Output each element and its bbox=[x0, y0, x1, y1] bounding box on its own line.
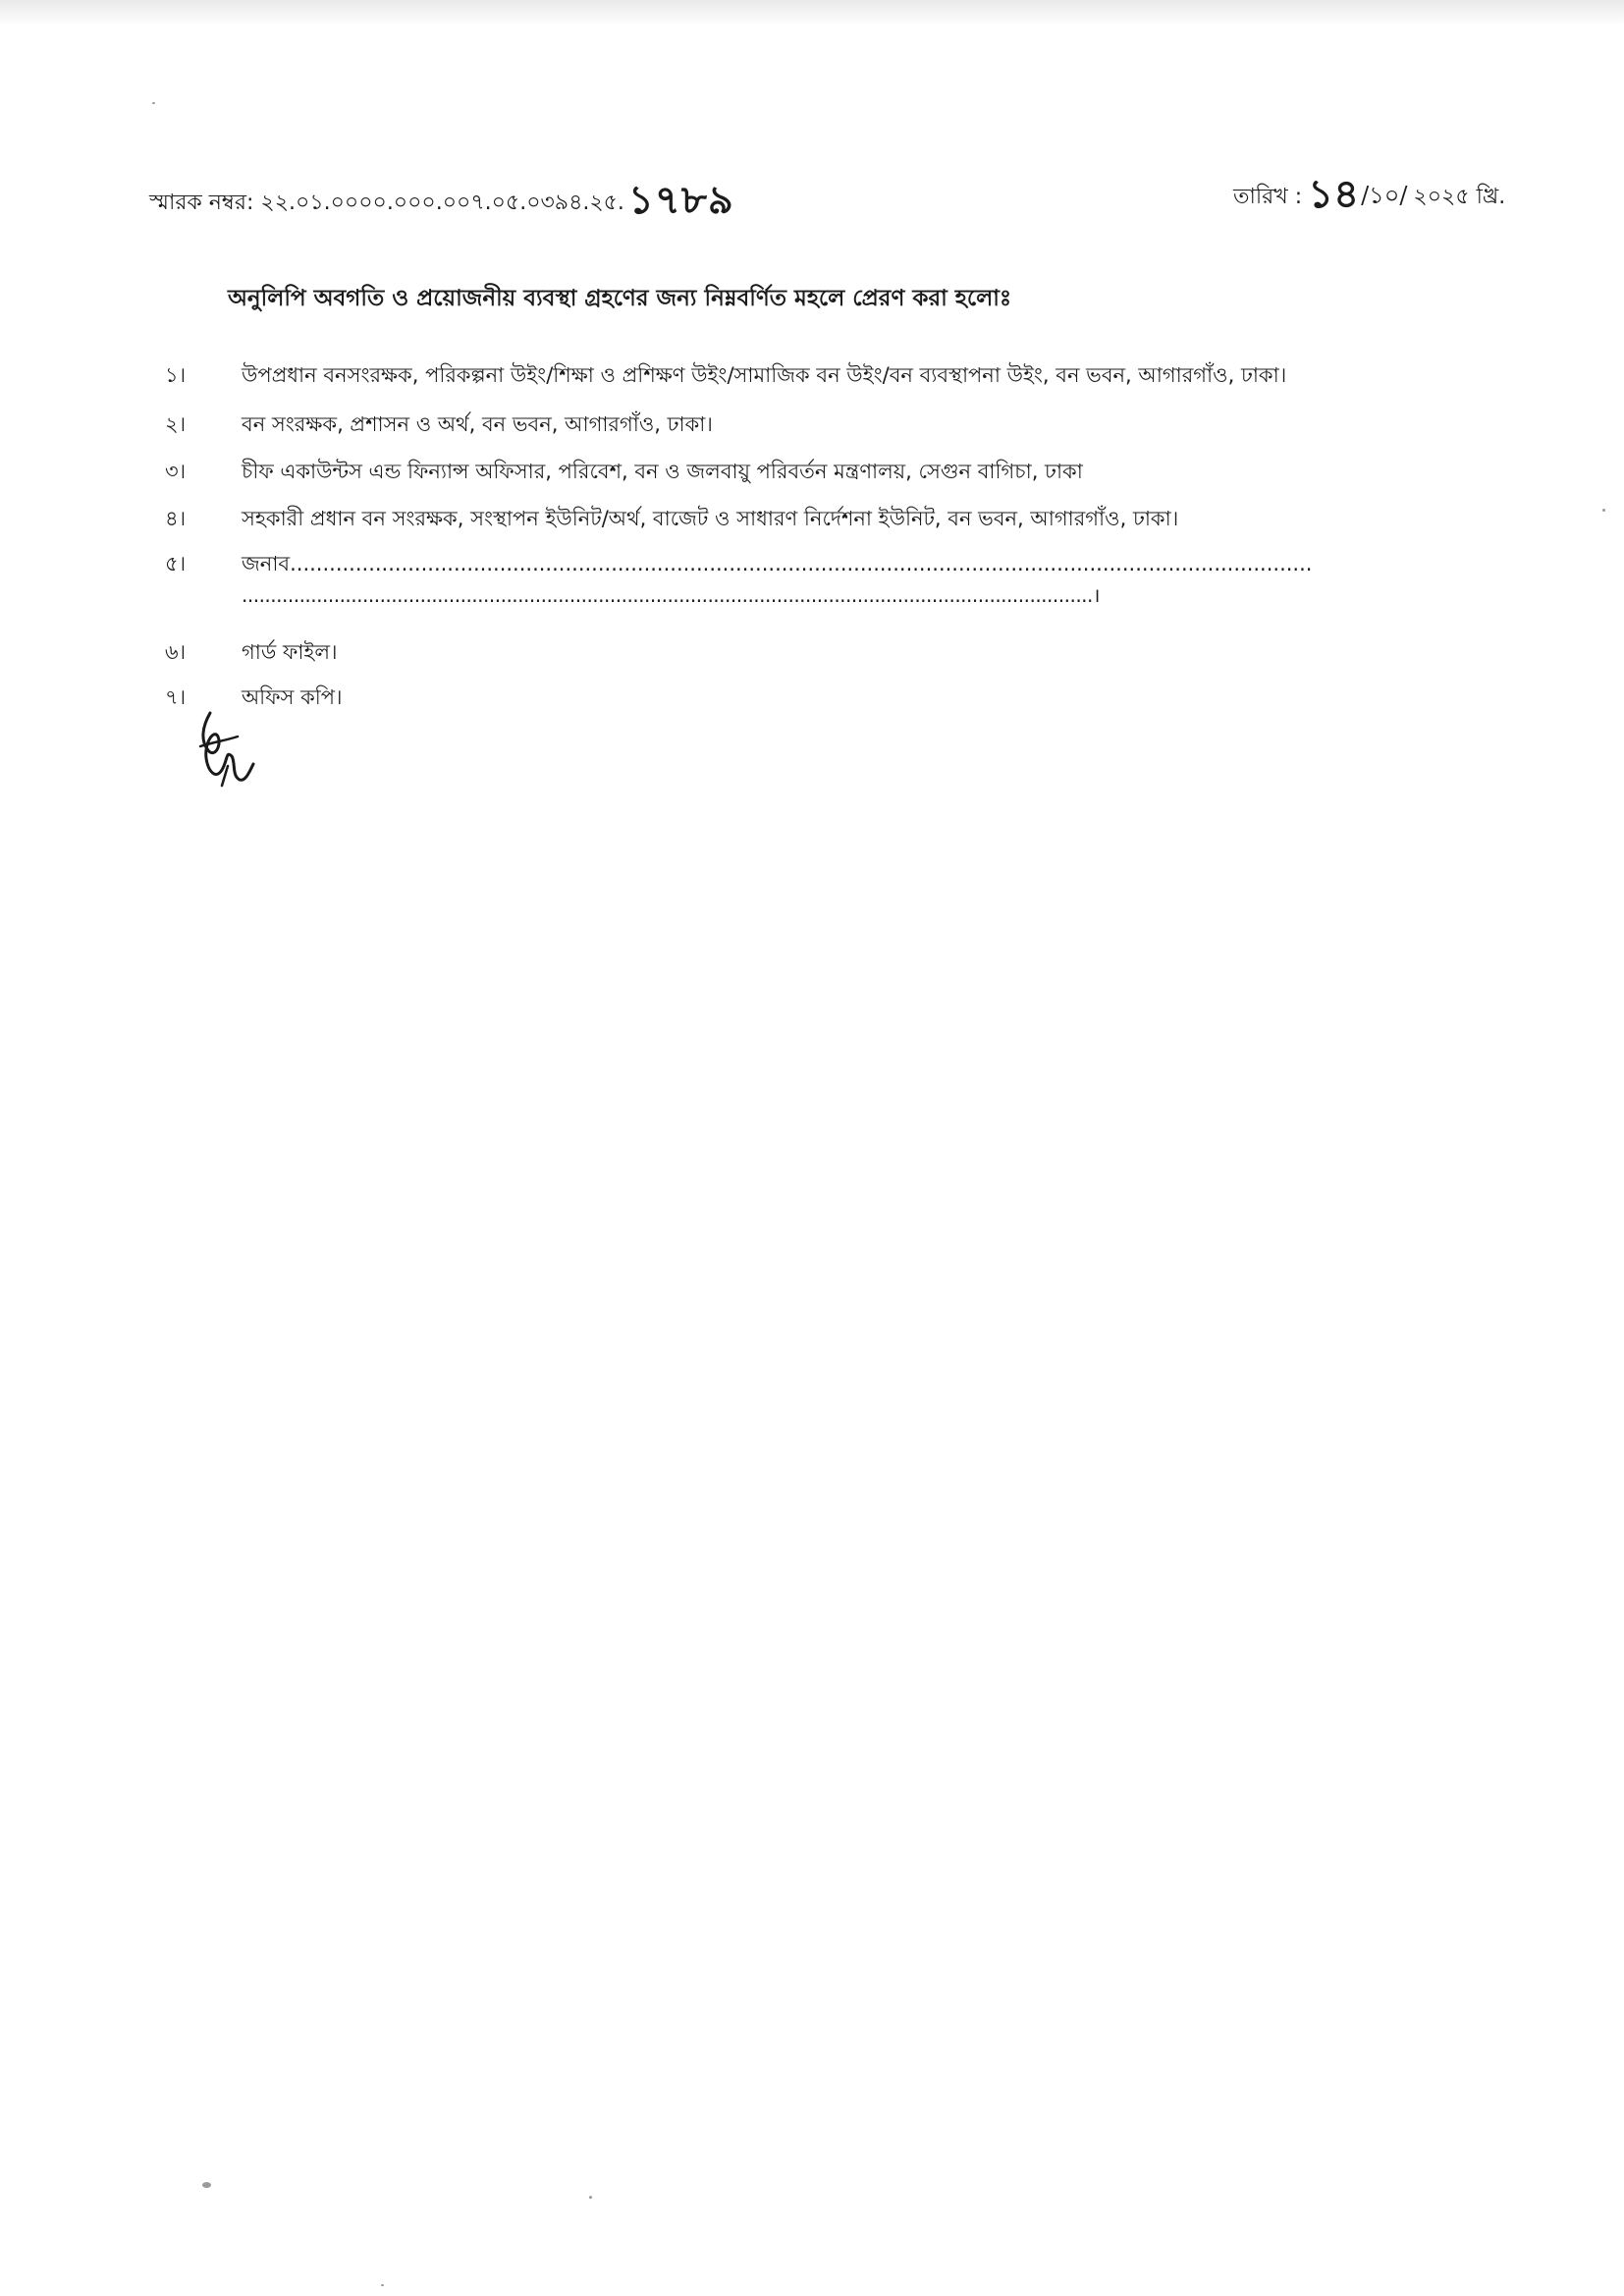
memo-number: ২২.০১.০০০০.০০০.০০৭.০৫.০৩৯৪.২৫. bbox=[260, 191, 624, 215]
item-5-continuation: ....................................................................................................................................................। bbox=[242, 583, 1100, 607]
date-label: তারিখ : bbox=[1233, 185, 1303, 209]
scan-shadow bbox=[0, 0, 1624, 26]
item-number: ৩। bbox=[165, 460, 187, 483]
distribution-item-5 bbox=[165, 548, 1312, 582]
memo-number-line bbox=[149, 169, 734, 235]
item-number: ৭। bbox=[165, 685, 187, 709]
scan-speck bbox=[381, 2284, 384, 2286]
distribution-item-6 bbox=[165, 636, 338, 671]
item-text: বন সংরক্ষক, প্রশাসন ও অর্থ, বন ভবন, আগারগাঁও, ঢাকা। bbox=[242, 412, 713, 436]
distribution-item-4 bbox=[165, 503, 1178, 537]
item-text: জনাব............................................................................................................................................................ bbox=[242, 552, 1313, 575]
item-number: ১। bbox=[165, 363, 187, 387]
date-line bbox=[1233, 163, 1505, 229]
distribution-item-1 bbox=[165, 359, 1286, 394]
item-text: চীফ একাউন্টস এন্ড ফিন্যান্স অফিসার, পরিবেশ, বন ও জলবায়ু পরিবর্তন মন্ত্রণালয়, সেগুন বাগিচা, ঢাকা bbox=[242, 460, 1083, 483]
date-handwritten-month: /১০/ bbox=[1361, 182, 1408, 209]
item-number: ৫। bbox=[165, 552, 187, 575]
item-text: গার্ড ফাইল। bbox=[242, 640, 338, 664]
memo-label: স্মারক নম্বর: bbox=[149, 191, 254, 215]
copy-intro: অনুলিপি অবগতি ও প্রয়োজনীয় ব্যবস্থা গ্রহণের জন্য নিম্নবর্ণিত মহলে প্রেরণ করা হলোঃ bbox=[228, 286, 1012, 311]
distribution-item-3 bbox=[165, 456, 1083, 490]
item-text: অফিস কপি। bbox=[242, 685, 343, 709]
item-text: উপপ্রধান বনসংরক্ষক, পরিকল্পনা উইং/শিক্ষা ও প্রশিক্ষণ উইং/সামাজিক বন উইং/বন ব্যবস্থাপনা উইং, বন ভবন, আগারগাঁও, ঢাকা। bbox=[242, 363, 1287, 387]
scan-speck bbox=[1602, 509, 1605, 512]
distribution-item-2 bbox=[165, 409, 713, 443]
scan-speck bbox=[589, 2196, 592, 2199]
item-number: ৬। bbox=[165, 640, 187, 664]
date-handwritten-day: ১৪ bbox=[1308, 171, 1360, 217]
item-number: ৪। bbox=[165, 507, 187, 530]
item-number: ২। bbox=[165, 412, 187, 436]
scan-speck bbox=[152, 102, 155, 104]
signature-scribble bbox=[192, 707, 261, 795]
date-year: ২০২৫ খ্রি. bbox=[1413, 185, 1506, 209]
memo-handwritten-suffix: ১৭৮৯ bbox=[627, 177, 734, 223]
item-text: সহকারী প্রধান বন সংরক্ষক, সংস্থাপন ইউনিট/অর্থ, বাজেট ও সাধারণ নির্দেশনা ইউনিট, বন ভবন, আগারগাঁও, ঢাকা। bbox=[242, 507, 1179, 530]
scan-speck bbox=[202, 2182, 211, 2188]
